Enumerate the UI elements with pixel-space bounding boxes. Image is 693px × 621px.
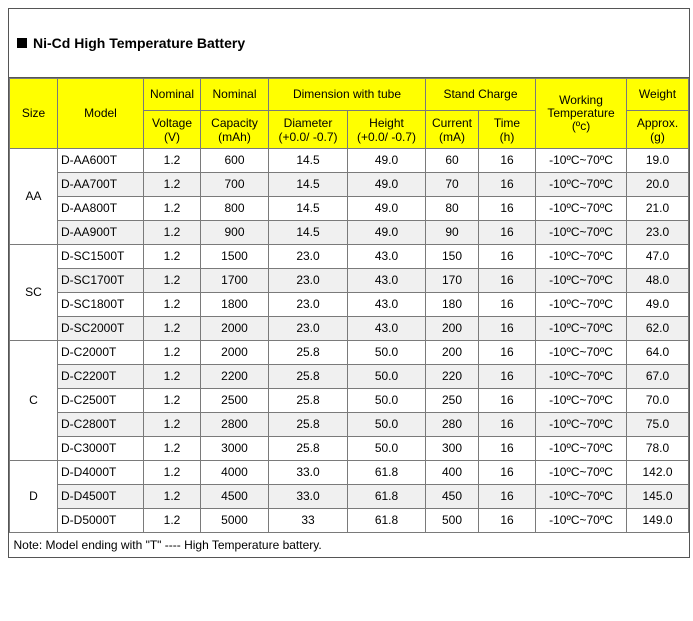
- capacity-cell: 900: [201, 221, 269, 245]
- current-cell: 60: [426, 149, 479, 173]
- battery-spec-table: [9, 78, 689, 557]
- height-cell: 49.0: [348, 173, 426, 197]
- header-working-temperature: Working Temperature (ºc): [536, 79, 627, 149]
- current-cell: 200: [426, 341, 479, 365]
- current-cell: 450: [426, 485, 479, 509]
- table-row: [10, 197, 689, 221]
- table-row: [10, 317, 689, 341]
- capacity-cell: 4000: [201, 461, 269, 485]
- height-cell: 43.0: [348, 269, 426, 293]
- header-weight-bottom: Approx. (g): [627, 111, 689, 149]
- time-cell: 16: [479, 485, 536, 509]
- capacity-cell: 3000: [201, 437, 269, 461]
- height-cell: 43.0: [348, 317, 426, 341]
- temperature-cell: -10ºC~70ºC: [536, 317, 627, 341]
- temperature-cell: -10ºC~70ºC: [536, 413, 627, 437]
- height-cell: 61.8: [348, 461, 426, 485]
- weight-cell: 21.0: [627, 197, 689, 221]
- weight-cell: 78.0: [627, 437, 689, 461]
- capacity-cell: 700: [201, 173, 269, 197]
- table-row: [10, 149, 689, 173]
- capacity-cell: 600: [201, 149, 269, 173]
- table-row: [10, 413, 689, 437]
- voltage-cell: 1.2: [144, 437, 201, 461]
- voltage-cell: 1.2: [144, 317, 201, 341]
- diameter-cell: 25.8: [269, 365, 348, 389]
- temperature-cell: -10ºC~70ºC: [536, 221, 627, 245]
- height-cell: 61.8: [348, 485, 426, 509]
- weight-cell: 48.0: [627, 269, 689, 293]
- capacity-cell: 2500: [201, 389, 269, 413]
- model-cell: D-SC1700T: [58, 269, 144, 293]
- voltage-cell: 1.2: [144, 221, 201, 245]
- table-row: [10, 269, 689, 293]
- voltage-cell: 1.2: [144, 365, 201, 389]
- height-cell: 43.0: [348, 245, 426, 269]
- square-bullet-icon: [17, 38, 27, 48]
- temperature-cell: -10ºC~70ºC: [536, 509, 627, 533]
- voltage-cell: 1.2: [144, 245, 201, 269]
- model-cell: D-C3000T: [58, 437, 144, 461]
- table-row: [10, 389, 689, 413]
- model-cell: D-SC1500T: [58, 245, 144, 269]
- temperature-cell: -10ºC~70ºC: [536, 341, 627, 365]
- capacity-cell: 1800: [201, 293, 269, 317]
- voltage-cell: 1.2: [144, 293, 201, 317]
- weight-cell: 49.0: [627, 293, 689, 317]
- size-cell: C: [10, 341, 58, 461]
- voltage-cell: 1.2: [144, 173, 201, 197]
- capacity-cell: 2200: [201, 365, 269, 389]
- time-cell: 16: [479, 413, 536, 437]
- table-row: [10, 173, 689, 197]
- temperature-cell: -10ºC~70ºC: [536, 269, 627, 293]
- time-cell: 16: [479, 221, 536, 245]
- current-cell: 220: [426, 365, 479, 389]
- time-cell: 16: [479, 149, 536, 173]
- weight-cell: 23.0: [627, 221, 689, 245]
- diameter-cell: 25.8: [269, 437, 348, 461]
- header-height: Height (+0.0/ -0.7): [348, 111, 426, 149]
- table-body: [10, 149, 689, 533]
- model-cell: D-D4000T: [58, 461, 144, 485]
- height-cell: 49.0: [348, 221, 426, 245]
- model-cell: D-SC2000T: [58, 317, 144, 341]
- header-current: Current (mA): [426, 111, 479, 149]
- model-cell: D-AA700T: [58, 173, 144, 197]
- table-row: [10, 485, 689, 509]
- diameter-cell: 25.8: [269, 413, 348, 437]
- current-cell: 90: [426, 221, 479, 245]
- diameter-cell: 14.5: [269, 221, 348, 245]
- diameter-cell: 33: [269, 509, 348, 533]
- header-diameter: Diameter (+0.0/ -0.7): [269, 111, 348, 149]
- current-cell: 170: [426, 269, 479, 293]
- current-cell: 200: [426, 317, 479, 341]
- current-cell: 80: [426, 197, 479, 221]
- capacity-cell: 2000: [201, 341, 269, 365]
- temperature-cell: -10ºC~70ºC: [536, 461, 627, 485]
- capacity-cell: 2800: [201, 413, 269, 437]
- header-model: Model: [58, 79, 144, 149]
- spec-sheet: [8, 8, 690, 558]
- weight-cell: 64.0: [627, 341, 689, 365]
- current-cell: 400: [426, 461, 479, 485]
- height-cell: 50.0: [348, 365, 426, 389]
- model-cell: D-C2000T: [58, 341, 144, 365]
- table-row: [10, 437, 689, 461]
- weight-cell: 75.0: [627, 413, 689, 437]
- model-cell: D-D4500T: [58, 485, 144, 509]
- diameter-cell: 23.0: [269, 293, 348, 317]
- header-nominal-voltage-bottom: Voltage (V): [144, 111, 201, 149]
- table-row: [10, 461, 689, 485]
- voltage-cell: 1.2: [144, 149, 201, 173]
- diameter-cell: 33.0: [269, 461, 348, 485]
- height-cell: 61.8: [348, 509, 426, 533]
- model-cell: D-SC1800T: [58, 293, 144, 317]
- temperature-cell: -10ºC~70ºC: [536, 365, 627, 389]
- model-cell: D-C2200T: [58, 365, 144, 389]
- temperature-cell: -10ºC~70ºC: [536, 437, 627, 461]
- weight-cell: 19.0: [627, 149, 689, 173]
- time-cell: 16: [479, 437, 536, 461]
- table-row: [10, 293, 689, 317]
- current-cell: 500: [426, 509, 479, 533]
- voltage-cell: 1.2: [144, 485, 201, 509]
- time-cell: 16: [479, 341, 536, 365]
- height-cell: 50.0: [348, 389, 426, 413]
- current-cell: 250: [426, 389, 479, 413]
- weight-cell: 149.0: [627, 509, 689, 533]
- weight-cell: 67.0: [627, 365, 689, 389]
- time-cell: 16: [479, 269, 536, 293]
- diameter-cell: 14.5: [269, 197, 348, 221]
- diameter-cell: 23.0: [269, 317, 348, 341]
- diameter-cell: 25.8: [269, 389, 348, 413]
- time-cell: 16: [479, 317, 536, 341]
- capacity-cell: 4500: [201, 485, 269, 509]
- height-cell: 50.0: [348, 341, 426, 365]
- current-cell: 70: [426, 173, 479, 197]
- time-cell: 16: [479, 293, 536, 317]
- size-cell: SC: [10, 245, 58, 341]
- table-row: [10, 509, 689, 533]
- current-cell: 300: [426, 437, 479, 461]
- voltage-cell: 1.2: [144, 389, 201, 413]
- time-cell: 16: [479, 509, 536, 533]
- weight-cell: 62.0: [627, 317, 689, 341]
- voltage-cell: 1.2: [144, 341, 201, 365]
- current-cell: 280: [426, 413, 479, 437]
- capacity-cell: 800: [201, 197, 269, 221]
- temperature-cell: -10ºC~70ºC: [536, 149, 627, 173]
- height-cell: 49.0: [348, 197, 426, 221]
- weight-cell: 145.0: [627, 485, 689, 509]
- header-stand-charge: Stand Charge: [426, 79, 536, 111]
- capacity-cell: 2000: [201, 317, 269, 341]
- current-cell: 150: [426, 245, 479, 269]
- height-cell: 50.0: [348, 413, 426, 437]
- model-cell: D-AA600T: [58, 149, 144, 173]
- model-cell: D-AA800T: [58, 197, 144, 221]
- height-cell: 50.0: [348, 437, 426, 461]
- header-time: Time (h): [479, 111, 536, 149]
- title-bar: [9, 9, 689, 78]
- time-cell: 16: [479, 197, 536, 221]
- header-nominal-voltage-top: Nominal: [144, 79, 201, 111]
- capacity-cell: 1700: [201, 269, 269, 293]
- weight-cell: 142.0: [627, 461, 689, 485]
- diameter-cell: 14.5: [269, 173, 348, 197]
- size-cell: D: [10, 461, 58, 533]
- diameter-cell: 23.0: [269, 245, 348, 269]
- table-row: [10, 245, 689, 269]
- weight-cell: 20.0: [627, 173, 689, 197]
- weight-cell: 47.0: [627, 245, 689, 269]
- header-nominal-capacity-bottom: Capacity (mAh): [201, 111, 269, 149]
- diameter-cell: 14.5: [269, 149, 348, 173]
- model-cell: D-D5000T: [58, 509, 144, 533]
- diameter-cell: 33.0: [269, 485, 348, 509]
- temperature-cell: -10ºC~70ºC: [536, 389, 627, 413]
- size-cell: AA: [10, 149, 58, 245]
- table-row: [10, 365, 689, 389]
- time-cell: 16: [479, 365, 536, 389]
- capacity-cell: 5000: [201, 509, 269, 533]
- table-row: [10, 341, 689, 365]
- time-cell: 16: [479, 173, 536, 197]
- diameter-cell: 25.8: [269, 341, 348, 365]
- temperature-cell: -10ºC~70ºC: [536, 245, 627, 269]
- header-dimension: Dimension with tube: [269, 79, 426, 111]
- voltage-cell: 1.2: [144, 461, 201, 485]
- voltage-cell: 1.2: [144, 197, 201, 221]
- current-cell: 180: [426, 293, 479, 317]
- table-note: Note: Model ending with "T" ---- High Temperature battery.: [10, 533, 689, 558]
- temperature-cell: -10ºC~70ºC: [536, 293, 627, 317]
- header-weight-top: Weight: [627, 79, 689, 111]
- time-cell: 16: [479, 461, 536, 485]
- capacity-cell: 1500: [201, 245, 269, 269]
- height-cell: 49.0: [348, 149, 426, 173]
- page-title: Ni-Cd High Temperature Battery: [33, 35, 246, 51]
- height-cell: 43.0: [348, 293, 426, 317]
- table-row: [10, 221, 689, 245]
- voltage-cell: 1.2: [144, 509, 201, 533]
- time-cell: 16: [479, 389, 536, 413]
- model-cell: D-C2800T: [58, 413, 144, 437]
- temperature-cell: -10ºC~70ºC: [536, 485, 627, 509]
- model-cell: D-AA900T: [58, 221, 144, 245]
- header-nominal-capacity-top: Nominal: [201, 79, 269, 111]
- model-cell: D-C2500T: [58, 389, 144, 413]
- diameter-cell: 23.0: [269, 269, 348, 293]
- temperature-cell: -10ºC~70ºC: [536, 197, 627, 221]
- temperature-cell: -10ºC~70ºC: [536, 173, 627, 197]
- weight-cell: 70.0: [627, 389, 689, 413]
- voltage-cell: 1.2: [144, 269, 201, 293]
- time-cell: 16: [479, 245, 536, 269]
- voltage-cell: 1.2: [144, 413, 201, 437]
- header-size: Size: [10, 79, 58, 149]
